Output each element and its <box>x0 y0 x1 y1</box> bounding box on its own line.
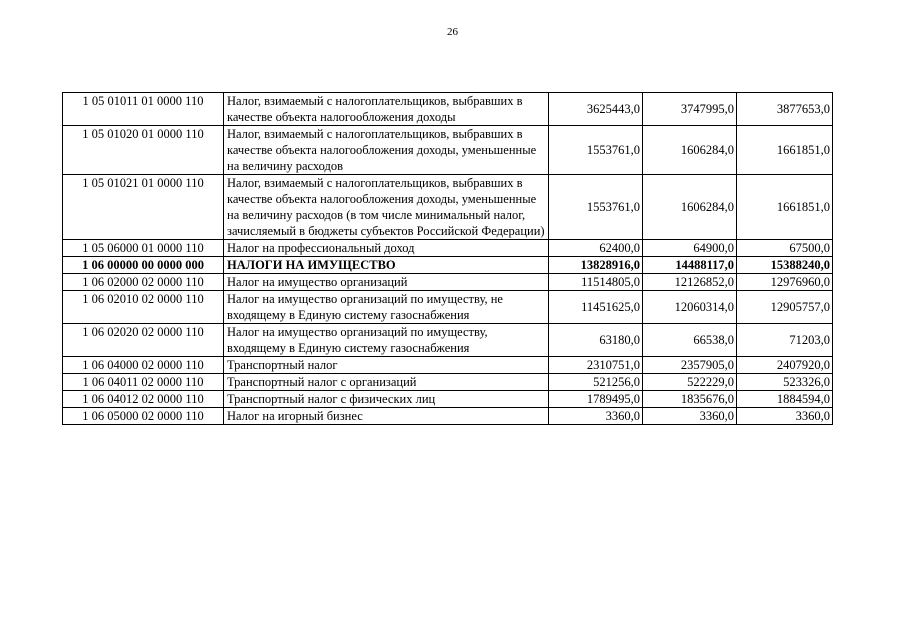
row-value-3: 12976960,0 <box>737 274 833 291</box>
row-value-2: 522229,0 <box>643 374 737 391</box>
row-value-3: 15388240,0 <box>737 257 833 274</box>
row-code: 1 06 02000 02 0000 110 <box>63 274 224 291</box>
row-value-3: 1661851,0 <box>737 126 833 175</box>
row-name: Налог на имущество организаций по имуществу, входящему в Единую систему газоснабжения <box>224 324 549 357</box>
table-row <box>63 291 833 324</box>
row-name: Транспортный налог с физических лиц <box>224 391 549 408</box>
row-name: Налог на игорный бизнес <box>224 408 549 425</box>
row-value-1: 62400,0 <box>549 240 643 257</box>
row-value-2: 64900,0 <box>643 240 737 257</box>
row-value-2: 66538,0 <box>643 324 737 357</box>
table-row <box>63 93 833 126</box>
row-code: 1 05 01021 01 0000 110 <box>63 175 224 240</box>
table-row <box>63 126 833 175</box>
table-row <box>63 408 833 425</box>
row-value-1: 3360,0 <box>549 408 643 425</box>
row-name: Налог на имущество организаций <box>224 274 549 291</box>
row-value-2: 3360,0 <box>643 408 737 425</box>
row-value-1: 521256,0 <box>549 374 643 391</box>
row-value-2: 3747995,0 <box>643 93 737 126</box>
row-name: Транспортный налог <box>224 357 549 374</box>
row-value-3: 523326,0 <box>737 374 833 391</box>
row-value-1: 2310751,0 <box>549 357 643 374</box>
row-code: 1 05 01011 01 0000 110 <box>63 93 224 126</box>
row-value-1: 1553761,0 <box>549 126 643 175</box>
row-value-2: 1606284,0 <box>643 175 737 240</box>
row-value-2: 14488117,0 <box>643 257 737 274</box>
row-code: 1 06 04012 02 0000 110 <box>63 391 224 408</box>
row-name: Налог, взимаемый с налогоплательщиков, выбравших в качестве объекта налогообложения доходы, уменьшенные на величину расходов (в том числе минимальный налог, зачисляемый в бюджеты субъектов Российской Федерации) <box>224 175 549 240</box>
row-value-2: 1835676,0 <box>643 391 737 408</box>
row-name: НАЛОГИ НА ИМУЩЕСТВО <box>224 257 549 274</box>
row-code: 1 06 04000 02 0000 110 <box>63 357 224 374</box>
table-row <box>63 240 833 257</box>
table-row <box>63 175 833 240</box>
row-code: 1 06 02010 02 0000 110 <box>63 291 224 324</box>
table-row-section-total <box>63 257 833 274</box>
row-name: Налог на имущество организаций по имуществу, не входящему в Единую систему газоснабжения <box>224 291 549 324</box>
row-value-3: 1884594,0 <box>737 391 833 408</box>
table-row <box>63 324 833 357</box>
row-code: 1 05 06000 01 0000 110 <box>63 240 224 257</box>
row-value-1: 63180,0 <box>549 324 643 357</box>
table-row <box>63 374 833 391</box>
row-value-3: 12905757,0 <box>737 291 833 324</box>
row-name: Налог на профессиональный доход <box>224 240 549 257</box>
table-row <box>63 274 833 291</box>
row-value-3: 67500,0 <box>737 240 833 257</box>
revenue-table <box>62 92 833 425</box>
row-value-1: 1789495,0 <box>549 391 643 408</box>
row-code: 1 06 04011 02 0000 110 <box>63 374 224 391</box>
row-value-3: 2407920,0 <box>737 357 833 374</box>
row-value-3: 71203,0 <box>737 324 833 357</box>
row-code: 1 06 02020 02 0000 110 <box>63 324 224 357</box>
table-row <box>63 391 833 408</box>
row-name: Налог, взимаемый с налогоплательщиков, выбравших в качестве объекта налогообложения доходы <box>224 93 549 126</box>
row-value-2: 12126852,0 <box>643 274 737 291</box>
row-value-1: 11514805,0 <box>549 274 643 291</box>
row-name: Транспортный налог с организаций <box>224 374 549 391</box>
row-value-1: 3625443,0 <box>549 93 643 126</box>
row-code: 1 05 01020 01 0000 110 <box>63 126 224 175</box>
page-number: 26 <box>447 26 458 38</box>
table-row <box>63 357 833 374</box>
row-code: 1 06 05000 02 0000 110 <box>63 408 224 425</box>
row-value-1: 13828916,0 <box>549 257 643 274</box>
row-code: 1 06 00000 00 0000 000 <box>63 257 224 274</box>
row-value-1: 11451625,0 <box>549 291 643 324</box>
row-value-3: 3360,0 <box>737 408 833 425</box>
row-value-2: 12060314,0 <box>643 291 737 324</box>
row-value-2: 2357905,0 <box>643 357 737 374</box>
row-value-3: 1661851,0 <box>737 175 833 240</box>
row-name: Налог, взимаемый с налогоплательщиков, выбравших в качестве объекта налогообложения доходы, уменьшенные на величину расходов <box>224 126 549 175</box>
row-value-3: 3877653,0 <box>737 93 833 126</box>
row-value-2: 1606284,0 <box>643 126 737 175</box>
row-value-1: 1553761,0 <box>549 175 643 240</box>
